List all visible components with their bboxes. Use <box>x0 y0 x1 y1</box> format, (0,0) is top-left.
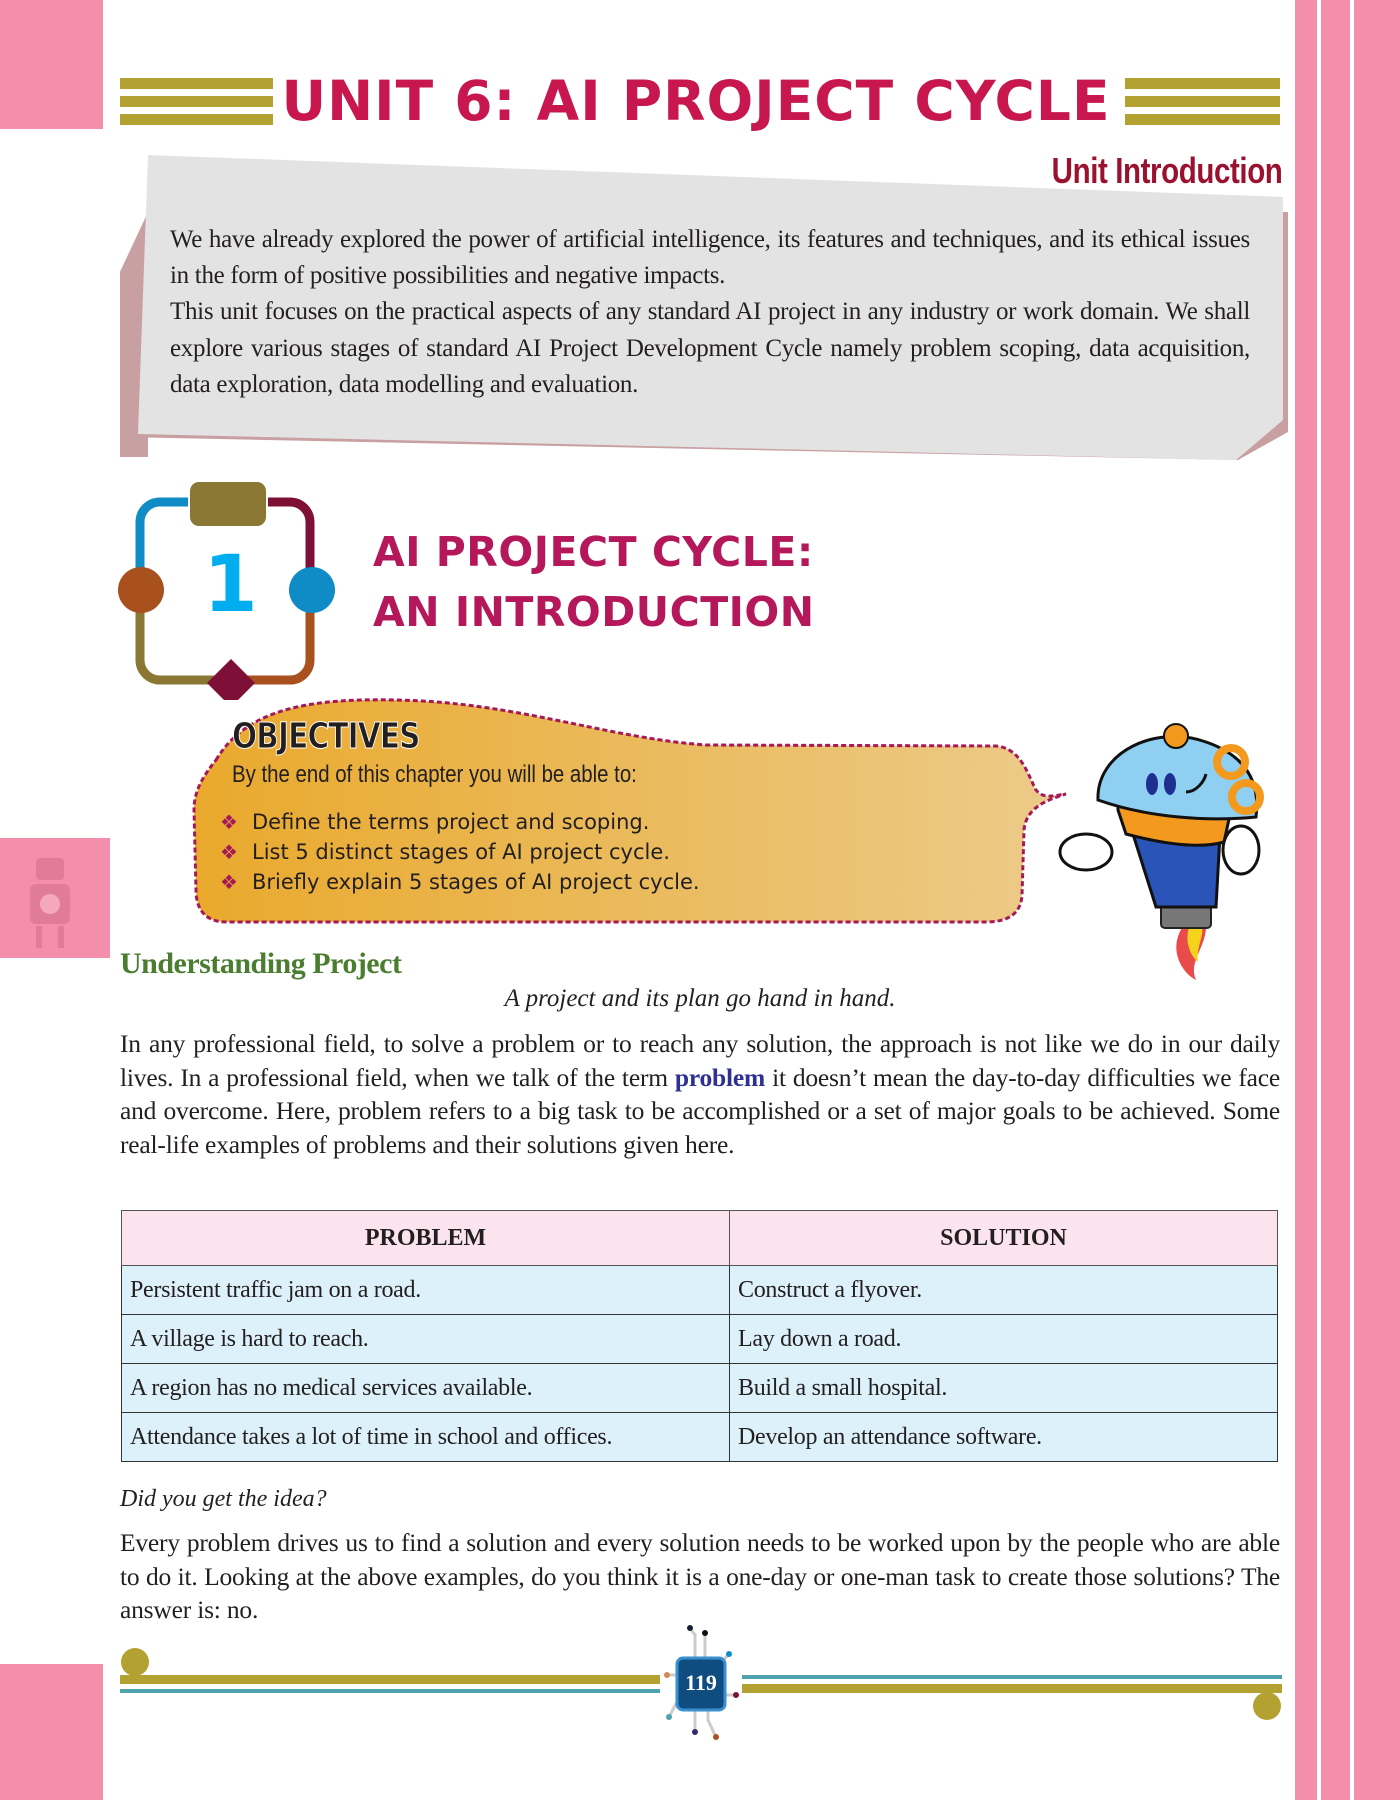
paragraph-text: it doesn’t mean the day-to-day difficulties we face and overcome. Here, problem refers to a big task to be accomplished or a set of major goals to be achieved. Some real-life examples of problems and their solutions given here. <box>120 1062 1280 1159</box>
footer-rule <box>742 1675 1282 1679</box>
page-number: 119 <box>685 1670 717 1695</box>
footer-rule <box>120 1689 660 1693</box>
table-header-row <box>122 1211 1278 1266</box>
solution-cell: Construct a flyover. <box>730 1266 1278 1315</box>
footer-rule <box>120 1675 660 1684</box>
section-quote: A project and its plan go hand in hand. <box>504 985 896 1012</box>
problem-cell: Persistent traffic jam on a road. <box>122 1266 730 1315</box>
problem-cell: Attendance takes a lot of time in school and offices. <box>122 1413 730 1462</box>
solution-cell: Build a small hospital. <box>730 1364 1278 1413</box>
right-margin-band <box>1295 0 1400 1800</box>
intro-paragraph: We have already explored the power of artificial intelligence, its features and techniques, and its ethical issues in the form of positive possibilities and negative impacts. <box>170 226 1250 290</box>
title-rule-right <box>1125 96 1280 107</box>
table-row <box>122 1364 1278 1413</box>
title-rule-right <box>1125 78 1280 89</box>
footer-rule <box>742 1684 1282 1693</box>
rocket-robot-mascot-icon <box>1056 722 1286 984</box>
solution-cell: Lay down a road. <box>730 1315 1278 1364</box>
objectives-title: OBJECTIVES <box>232 716 420 757</box>
column-header-solution: SOLUTION <box>730 1211 1278 1266</box>
right-margin-line <box>1317 0 1321 1800</box>
footer-dot-right <box>1253 1692 1281 1720</box>
problem-cell: A village is hard to reach. <box>122 1315 730 1364</box>
table-row <box>122 1315 1278 1364</box>
problem-solution-table <box>121 1210 1278 1462</box>
section-heading: Understanding Project <box>120 947 402 980</box>
chapter-title-line2: AN INTRODUCTION <box>373 588 815 636</box>
intro-paragraph: This unit focuses on the practical aspects of any standard AI project in any industry or work domain. We shall explore various stages of standard AI Project Development Cycle namely problem scoping, data acquisition, data exploration, data modelling and evaluation. <box>170 298 1250 398</box>
corner-decoration-top-left <box>0 0 103 129</box>
objectives-list <box>220 807 708 897</box>
question-text: Did you get the idea? <box>120 1486 327 1512</box>
corner-decoration-bottom-left <box>0 1664 103 1800</box>
objective-item <box>220 807 708 837</box>
title-rule-left <box>120 78 273 89</box>
diamond-bullet-icon: ❖ <box>220 810 238 834</box>
robot-silhouette-icon <box>0 838 110 958</box>
title-rule-right <box>1125 114 1280 125</box>
title-rule-left <box>120 114 273 125</box>
objectives-lead: By the end of this chapter you will be able to: <box>232 761 637 788</box>
diamond-bullet-icon: ❖ <box>220 840 238 864</box>
objective-text: Define the terms project and scoping. <box>252 810 650 834</box>
keyword-problem: problem <box>674 1062 766 1092</box>
unit-introduction-label: Unit Introduction <box>1051 150 1282 191</box>
table-row <box>122 1266 1278 1315</box>
intro-text <box>170 222 1250 403</box>
objective-item <box>220 867 708 897</box>
objective-text: List 5 distinct stages of AI project cycle. <box>252 840 670 864</box>
body-paragraph <box>120 1027 1280 1161</box>
diamond-bullet-icon: ❖ <box>220 870 238 894</box>
chapter-number-badge <box>118 480 343 700</box>
right-margin-line <box>1350 0 1354 1800</box>
paragraph-text: In any professional field, to solve a problem or to reach any solution, the approach is not like we do in our daily lives. In a professional field, when we talk of the term <box>120 1029 1280 1092</box>
title-rule-left <box>120 96 273 107</box>
body-paragraph: Every problem drives us to find a solution and every solution needs to be worked upon by the people who are able to do it. Looking at the above examples, do you think it is a one-day or one-man task to create those solutions? The answer is: no. <box>120 1528 1280 1625</box>
column-header-problem: PROBLEM <box>122 1211 730 1266</box>
chapter-title-line1: AI PROJECT CYCLE: <box>373 528 814 576</box>
objective-text: Briefly explain 5 stages of AI project cycle. <box>252 870 700 894</box>
table-row <box>122 1413 1278 1462</box>
chapter-number: 1 <box>203 540 258 630</box>
objective-item <box>220 837 708 867</box>
solution-cell: Develop an attendance software. <box>730 1413 1278 1462</box>
footer-dot-left <box>121 1648 149 1676</box>
problem-cell: A region has no medical services available. <box>122 1364 730 1413</box>
unit-title: UNIT 6: AI PROJECT CYCLE <box>276 66 1116 136</box>
objectives <box>220 716 708 897</box>
side-decoration-robot-left <box>0 838 110 958</box>
